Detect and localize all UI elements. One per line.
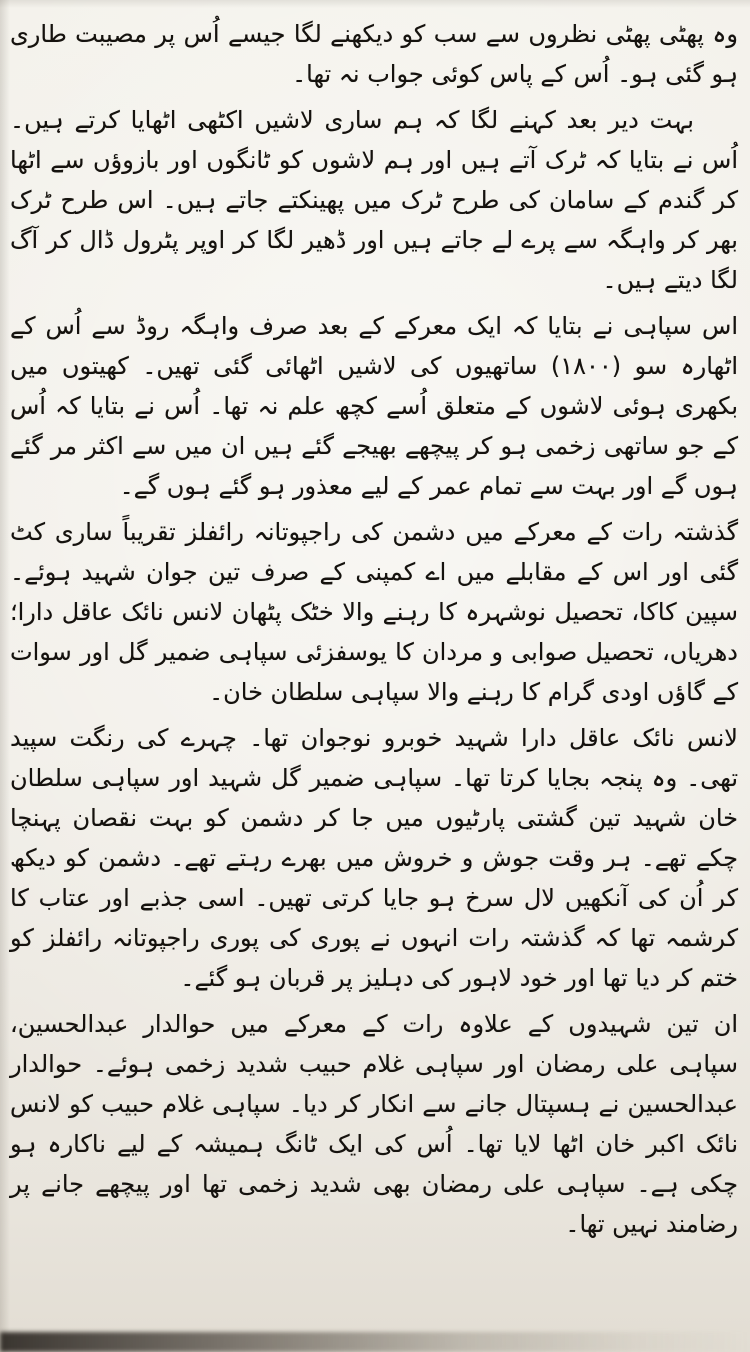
scan-bottom-smudge bbox=[0, 1332, 750, 1352]
paragraph: گذشتہ رات کے معرکے میں دشمن کی راجپوتانہ رائفلز تقریباً ساری کٹ گئی اور اس کے مقابلے میں اے کمپنی کے صرف تین جوان شہید ہوئے۔ سپین کاکا، تحصیل نوشہرہ کا رہنے والا خٹک پٹھان لانس نائک عاقل دارا؛ دھریاں، تحصیل صوابی و مردان کا یوسفزئی سپاہی ضمیر گل اور سوات کے گاؤں اودی گرام کا رہنے والا سپاہی سلطان خان۔ bbox=[10, 518, 738, 706]
paragraph: ان تین شہیدوں کے علاوہ رات کے معرکے میں حوالدار عبدالحسین، سپاہی علی رمضان اور سپاہی غلام حبیب شدید زخمی ہوئے۔ حوالدار عبدالحسین نے ہسپتال جانے سے انکار کر دیا۔ سپاہی غلام حبیب کو لانس نائک اکبر خان اٹھا لایا تھا۔ اُس کی ایک ٹانگ ہمیشہ کے لیے ناکارہ ہو چکی ہے۔ سپاہی علی رمضان بھی شدید زخمی تھا اور پیچھے جانے پر رضامند نہیں تھا۔ bbox=[10, 1010, 738, 1238]
paragraph: بہت دیر بعد کہنے لگا کہ ہم ساری لاشیں اکٹھی اٹھایا کرتے ہیں۔ اُس نے بتایا کہ ٹرک آتے ہیں اور ہم لاشوں کو ٹانگوں اور بازوؤں سے اٹھا کر گندم کے سامان کی طرح ٹرک میں پھینکتے جاتے ہیں۔ اس طرح ٹرک بھر کر واہگہ سے پرے لے جاتے ہیں اور ڈھیر لگا کر اوپر پٹرول ڈال کر آگ لگا دیتے ہیں۔ bbox=[10, 106, 738, 294]
top-edge-shade bbox=[0, 0, 750, 8]
paragraph: وہ پھٹی پھٹی نظروں سے سب کو دیکھنے لگا جیسے اُس پر مصیبت طاری ہو گئی ہو۔ اُس کے پاس کوئی جواب نہ تھا۔ bbox=[10, 20, 738, 88]
paragraph: اس سپاہی نے بتایا کہ ایک معرکے کے بعد صرف واہگہ روڈ سے اُس کے اٹھارہ سو (۱۸۰۰) ساتھیوں کی لاشیں اٹھائی گئی تھیں۔ کھیتوں میں بکھری ہوئی لاشوں کے متعلق اُسے کچھ علم نہ تھا۔ اُس نے بتایا کہ اُس کے جو ساتھی زخمی ہو کر پیچھے بھیجے گئے ہیں ان میں سے اکثر مر گئے ہوں گے اور بہت سے تمام عمر کے لیے معذور ہو گئے ہوں گے۔ bbox=[10, 312, 739, 500]
paragraph: لانس نائک عاقل دارا شہید خوبرو نوجوان تھا۔ چہرے کی رنگت سپید تھی۔ وہ پنجہ بجایا کرتا تھا۔ سپاہی ضمیر گل شہید اور سپاہی سلطان خان شہید تین گشتی پارٹیوں میں جا کر دشمن کو بہت نقصان پہنچا چکے تھے۔ ہر وقت جوش و خروش میں بھرے رہتے تھے۔ دشمن کو دیکھ کر اُن کی آنکھیں لال سرخ ہو جایا کرتی تھیں۔ اسی جذبے اور عتاب کا کرشمہ تھا کہ گذشتہ رات انہوں نے پوری کی پوری راجپوتانہ رائفلز کو ختم کر دیا تھا اور خود لاہور کی دہلیز پر قربان ہو گئے۔ bbox=[10, 724, 738, 992]
urdu-text-block bbox=[10, 14, 738, 1322]
left-edge-shade bbox=[0, 0, 10, 1352]
